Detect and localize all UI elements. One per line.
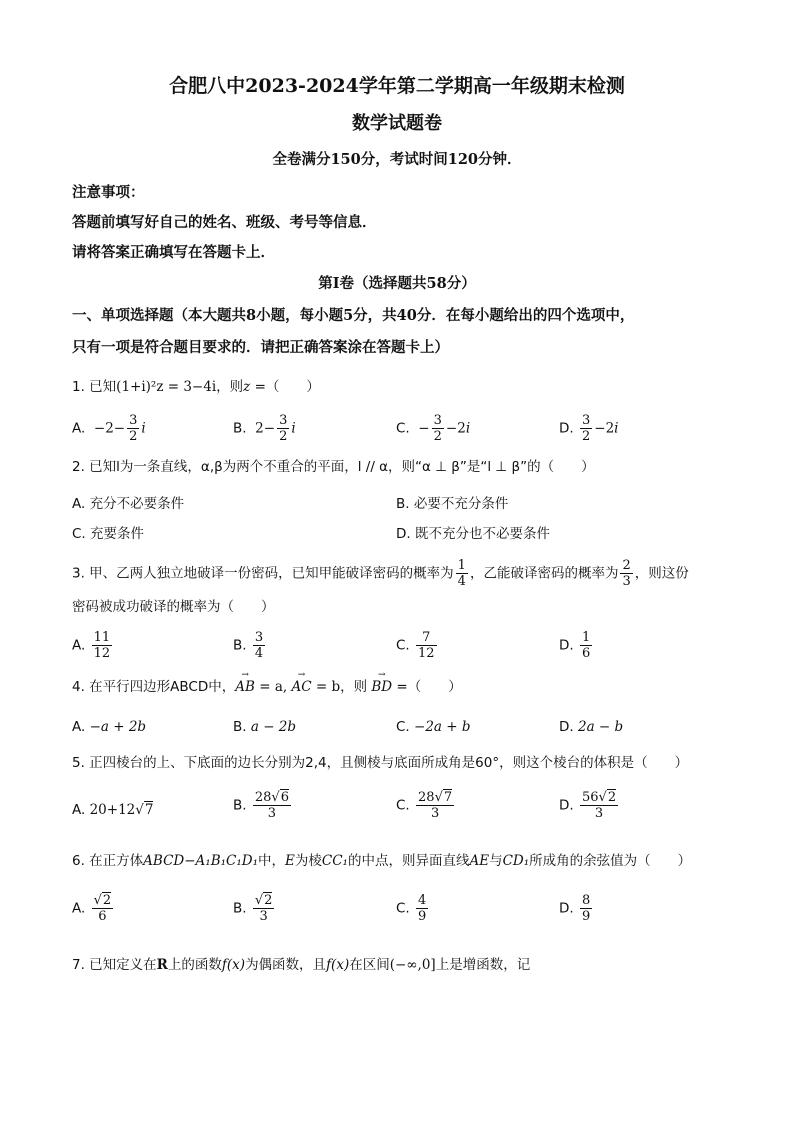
q1-equation: (1+i)²z = 3−4i [116,379,217,395]
q1-text-3: =（ ） [250,379,320,395]
q3-option-d[interactable]: D. $\frac{1}{6}$ [559,630,591,661]
q4-option-c[interactable]: C. −2a + b [396,719,471,735]
q5-option-c[interactable]: C. $\frac{28√7}{3}$ [396,790,453,821]
q4-option-a[interactable]: A. −a + 2b [72,719,147,735]
notice-item-1: 答题前填写好自己的姓名、班级、考号等信息． [72,214,377,231]
q2-option-c[interactable]: C. 充要条件 [72,526,145,542]
q5-option-d[interactable]: D. $\frac{56√2}{3}$ [559,790,617,821]
question-3-stem: 3. 甲、乙两人独立地破译一份密码，已知甲能破译密码的概率为 $\frac{1}{4}$ ，乙能破译密码的概率为 $\frac{2}{3}$ ，则这份 [72,558,689,589]
q3-option-b[interactable]: B. $\frac{3}{4}$ [233,630,264,661]
part-heading-line1: 一、单项选择题（本大题共8小题，每小题5分，共40分．在每小题给出的四个选项中， [72,307,635,324]
q3-option-c[interactable]: C. $\frac{7}{12}$ [396,630,435,661]
exam-title: 合肥八中2023-2024学年第二学期高一年级期末检测 [169,75,625,97]
question-5-stem: 5. 正四棱台的上、下底面的边长分别为2,4，且侧棱与底面所成角是60°，则这个棱台的体积是（ ） [72,755,689,771]
question-6-stem: 6. 在正方体ABCD−A₁B₁C₁D₁中，E为棱CC₁的中点，则异面直线AE与CD₁所成角的余弦值为（ ） [72,853,692,869]
q3-option-a[interactable]: A. $\frac{11}{12}$ [72,630,111,661]
q1-option-b[interactable]: B. 2− $\frac{3}{2}$ i [233,413,296,444]
q6-option-c[interactable]: C. $\frac{4}{9}$ [396,893,427,924]
q2-option-d[interactable]: D. 既不充分也不必要条件 [396,526,550,542]
q1-option-a[interactable]: A. −2− $\frac{3}{2}$ i [72,413,146,444]
q1-text: 1. 已知 [72,379,117,395]
q2-option-b[interactable]: B. 必要不充分条件 [396,496,509,512]
q1-text-2: ，则 [216,379,244,395]
notice-heading: 注意事项： [72,184,145,201]
q6-option-b[interactable]: B. $\frac{√2}{3}$ [233,893,273,924]
q1-option-d[interactable]: D. $\frac{3}{2}$ −2i [559,413,619,444]
q2-option-a[interactable]: A. 充分不必要条件 [72,496,185,512]
score-note: 全卷满分150分，考试时间120分钟． [272,151,522,168]
q4-option-b[interactable]: B. a − 2b [233,719,297,735]
q5-option-b[interactable]: B. $\frac{28√6}{3}$ [233,790,289,821]
question-4-stem: 4. 在平行四边形ABCD中，→ AB = a, → AC = b，则 → BD =（ ） [72,677,722,697]
q1-var: z [243,379,251,395]
exam-subtitle: 数学试题卷 [352,113,442,134]
q4-option-d[interactable]: D. 2a − b [559,719,624,735]
q6-option-a[interactable]: A. $\frac{√2}{6}$ [72,893,112,924]
question-1-stem [72,377,722,397]
q5-option-a[interactable]: A. 20+12√7 [72,802,154,818]
section-title: 第Ⅰ卷（选择题共58分） [318,275,476,292]
notice-item-2: 请将答案正确填写在答题卡上． [72,244,275,261]
q6-option-d[interactable]: D. $\frac{8}{9}$ [559,893,591,924]
question-7-stem: 7. 已知定义在R上的函数f(x)为偶函数，且f(x)在区间(−∞,0]上是增函数，记 [72,957,531,973]
question-2-stem: 2. 已知l为一条直线，α,β为两个不重合的平面，l // α，则“α ⊥ β”是“l ⊥ β”的（ ） [72,459,595,475]
question-3-stem-cont: 密码被成功破译的概率为（ ） [72,599,275,615]
q1-option-c[interactable]: C. − $\frac{3}{2}$ −2i [396,413,471,444]
part-heading-line2: 只有一项是符合题目要求的．请把正确答案涂在答题卡上） [72,339,449,356]
